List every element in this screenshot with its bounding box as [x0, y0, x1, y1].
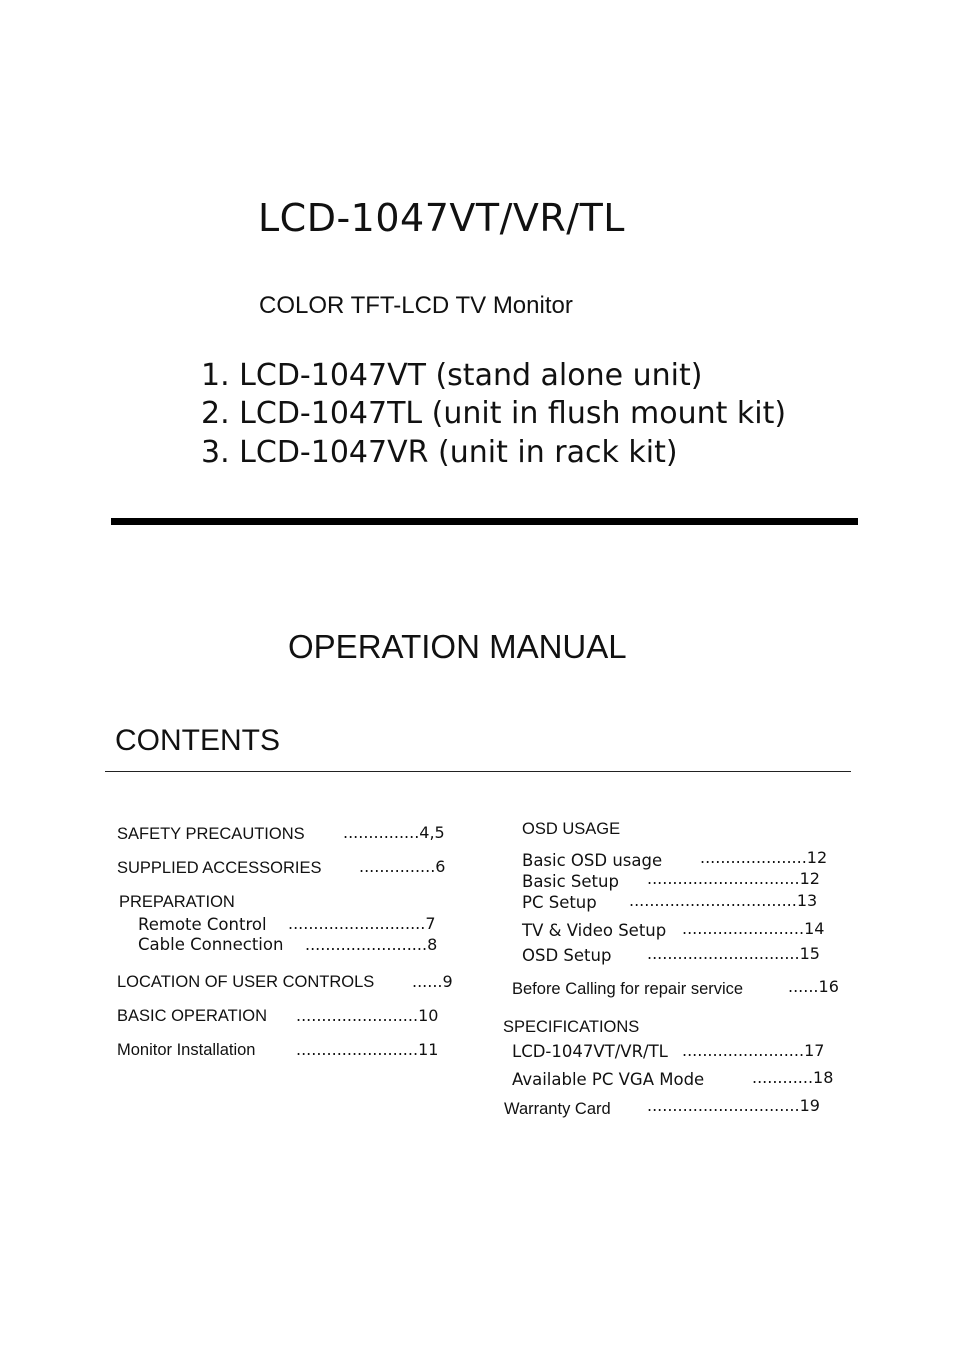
variant-item: 3. LCD-1047VR (unit in rack kit) [201, 435, 678, 470]
toc-remote-label: Remote Control [138, 915, 267, 934]
toc-installation-page: ........................11 [296, 1040, 439, 1059]
toc-specifications-label: SPECIFICATIONS [503, 1018, 640, 1036]
toc-warranty-label: Warranty Card [504, 1100, 611, 1118]
toc-vga-mode-label: Available PC VGA Mode [512, 1070, 705, 1089]
toc-model-spec-label: LCD-1047VT/VR/TL [512, 1042, 668, 1061]
toc-location-label: LOCATION OF USER CONTROLS [117, 973, 375, 991]
toc-tv-video-page: ........................14 [682, 919, 825, 938]
toc-basic-osd-page: .....................12 [700, 848, 828, 867]
toc-pc-setup-label: PC Setup [522, 893, 597, 912]
toc-warranty-page: ..............................19 [647, 1096, 820, 1115]
toc-osd-setup-page: ..............................15 [647, 944, 820, 963]
toc-basic-label: BASIC OPERATION [117, 1007, 268, 1025]
toc-repair-label: Before Calling for repair service [512, 980, 744, 998]
toc-basic-osd-label: Basic OSD usage [522, 851, 663, 870]
toc-repair-page: ......16 [788, 977, 839, 996]
toc-safety-page: ...............4,5 [343, 823, 445, 842]
toc-vga-mode-page: ............18 [752, 1068, 834, 1087]
toc-model-spec-page: ........................17 [682, 1041, 825, 1060]
toc-osd-usage-label: OSD USAGE [522, 820, 621, 838]
product-subtitle: COLOR TFT-LCD TV Monitor [259, 292, 573, 319]
toc-basic-setup-label: Basic Setup [522, 872, 619, 891]
toc-cable-label: Cable Connection [138, 935, 284, 954]
toc-cable-page: ........................8 [305, 935, 438, 954]
toc-tv-video-label: TV & Video Setup [522, 921, 667, 940]
contents-heading: CONTENTS [115, 724, 280, 757]
toc-basic-page: ........................10 [296, 1006, 439, 1025]
toc-accessories-page: ...............6 [359, 857, 446, 876]
section-divider [111, 518, 858, 525]
toc-location-page: ......9 [412, 972, 453, 991]
manual-title: OPERATION MANUAL [288, 628, 627, 665]
toc-preparation-label: PREPARATION [119, 893, 235, 911]
toc-basic-setup-page: ..............................12 [647, 869, 820, 888]
toc-pc-setup-page: .................................13 [629, 891, 818, 910]
toc-safety-label: SAFETY PRECAUTIONS [117, 825, 305, 843]
toc-installation-label: Monitor Installation [117, 1041, 256, 1059]
contents-divider [105, 771, 851, 772]
variant-item: 2. LCD-1047TL (unit in flush mount kit) [201, 396, 787, 431]
variant-item: 1. LCD-1047VT (stand alone unit) [201, 358, 703, 393]
toc-osd-setup-label: OSD Setup [522, 946, 612, 965]
toc-accessories-label: SUPPLIED ACCESSORIES [117, 859, 322, 877]
toc-remote-page: ...........................7 [288, 914, 436, 933]
model-title: LCD-1047VT/VR/TL [258, 196, 625, 240]
